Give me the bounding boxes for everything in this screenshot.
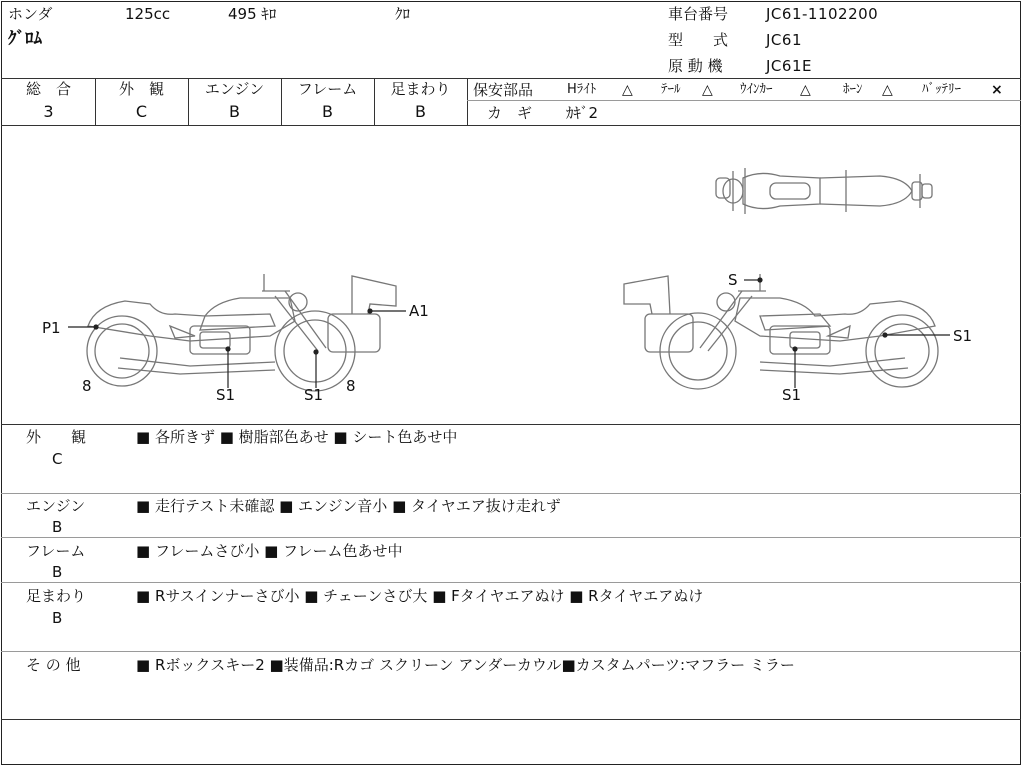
key-value: ｶｷﾞ2 <box>566 104 599 122</box>
damage-diagram <box>0 126 1022 424</box>
model-type-value: JC61 <box>766 31 802 49</box>
safety-mark-horn: △ <box>882 82 893 98</box>
grade-label-suspension: 足まわり <box>390 80 451 98</box>
section-notes: ■ Rボックスキー2 ■装備品:Rカゴ スクリーン アンダーカウル■カスタムパーツ:マフラー ミラー <box>136 656 795 674</box>
safety-mark-headlight: △ <box>622 82 633 98</box>
grade-label-frame: フレーム <box>297 80 358 98</box>
grade-value-suspension: B <box>415 102 426 121</box>
grade-label-engine: エンジン <box>204 80 265 98</box>
section-notes: ■ Rサスインナーさび小 ■ チェーンさび大 ■ Fタイヤエアぬけ ■ Rタイヤエアぬけ <box>136 587 704 605</box>
chassis-number-label: 車台番号 <box>668 5 729 23</box>
grade-value-engine: B <box>229 102 240 121</box>
safety-row-divider <box>467 100 1021 101</box>
section-notes: ■ フレームさび小 ■ フレーム色あせ中 <box>136 542 403 560</box>
grade-label-overall: 総 合 <box>25 80 71 98</box>
section-grade: B <box>52 609 63 627</box>
displacement: 125cc <box>125 5 171 23</box>
safety-item-horn: ﾎｰﾝ <box>843 82 863 97</box>
section-grade: C <box>52 450 63 468</box>
damage-label-8-front: 8 <box>346 377 356 395</box>
section-title: エンジン <box>26 497 86 515</box>
damage-label-s1-left-engine: S1 <box>216 386 236 404</box>
section-title: そ の 他 <box>26 656 81 674</box>
grade-label-exterior: 外 観 <box>118 80 164 98</box>
damage-label-a1: A1 <box>409 302 429 320</box>
safety-mark-battery: × <box>991 82 1003 98</box>
damage-label-8-rear: 8 <box>82 377 92 395</box>
motorcycle-left-side-icon <box>87 274 396 391</box>
section-divider <box>1 719 1021 720</box>
safety-parts-label: 保安部品 <box>473 81 534 99</box>
header-divider <box>1 78 1021 79</box>
safety-item-taillight: ﾃｰﾙ <box>661 82 681 97</box>
model-name: ｸﾞﾛﾑ <box>8 29 42 49</box>
damage-label-p1: P1 <box>42 319 61 337</box>
section-divider <box>1 582 1021 583</box>
mileage: 495 ｷﾛ <box>228 5 277 23</box>
section-divider <box>1 537 1021 538</box>
damage-label-s1-right-tail: S1 <box>953 327 973 345</box>
chassis-number-value: JC61-1102200 <box>766 5 879 23</box>
section-divider <box>1 651 1021 652</box>
damage-label-s1-left-front: S1 <box>304 386 324 404</box>
damage-label-s1-right-engine: S1 <box>782 386 802 404</box>
diagram-divider <box>1 424 1021 425</box>
safety-mark-taillight: △ <box>702 82 713 98</box>
grade-col-divider <box>467 78 468 125</box>
safety-mark-winker: △ <box>800 82 811 98</box>
section-notes: ■ 各所きず ■ 樹脂部色あせ ■ シート色あせ中 <box>136 428 458 446</box>
color: ｸﾛ <box>395 5 411 23</box>
section-title: 足まわり <box>26 587 87 605</box>
engine-type-label: 原 動 機 <box>668 57 723 75</box>
motorcycle-top-view-icon <box>716 168 932 214</box>
model-type-label: 型 式 <box>668 31 729 49</box>
grade-value-frame: B <box>322 102 333 121</box>
safety-item-headlight: Hﾗｲﾄ <box>567 82 597 97</box>
section-title: フレーム <box>26 542 86 560</box>
damage-label-s-mirror: S <box>728 271 738 289</box>
section-divider <box>1 493 1021 494</box>
motorcycle-right-side-icon <box>624 274 938 389</box>
grade-value-exterior: C <box>135 102 148 121</box>
safety-item-battery: ﾊﾞｯﾃﾘｰ <box>922 82 961 97</box>
engine-type-value: JC61E <box>766 57 812 75</box>
section-grade: B <box>52 563 63 581</box>
section-title: 外 観 <box>26 428 87 446</box>
maker-name: ホンダ <box>8 5 53 23</box>
safety-item-winker: ｳｲﾝｶｰ <box>740 82 773 97</box>
section-grade: B <box>52 518 63 536</box>
grade-value-overall: 3 <box>43 102 54 121</box>
key-label: カ ギ <box>487 104 533 122</box>
section-notes: ■ 走行テスト未確認 ■ エンジン音小 ■ タイヤエア抜け走れず <box>136 497 561 515</box>
